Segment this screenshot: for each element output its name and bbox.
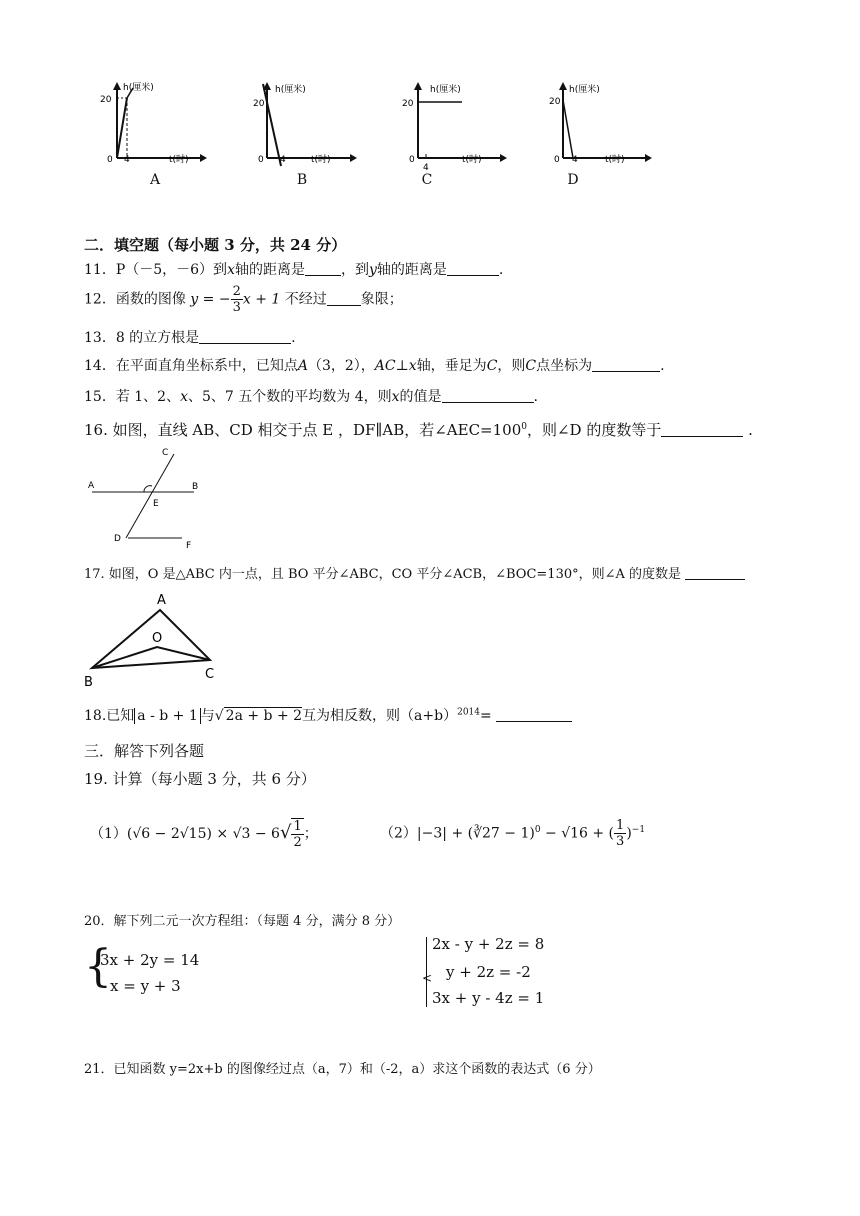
caption-a: A <box>149 172 161 188</box>
answer-blank-12[interactable] <box>327 291 361 306</box>
question-17: 17. 如图，O 是△ABC 内一点，且 BO 平分∠ABC，CO 平分∠ACB，∠BOC=130°，则∠A 的度数是 <box>84 563 745 582</box>
graph-c <box>390 78 520 170</box>
caption-b: B <box>296 172 308 188</box>
svg-text:h(厘米): h(厘米) <box>430 85 461 95</box>
svg-text:4: 4 <box>572 155 578 165</box>
svg-text:A: A <box>157 593 166 608</box>
graph-a-ylabel: h(厘米) <box>123 83 154 93</box>
svg-text:20: 20 <box>253 99 265 109</box>
answer-blank-18[interactable] <box>496 707 572 722</box>
svg-text:D: D <box>114 534 121 544</box>
svg-text:20: 20 <box>100 95 112 105</box>
section2-title: 二．填空题（每小题 3 分，共 24 分） <box>84 236 347 254</box>
answer-blank-17[interactable] <box>685 565 745 580</box>
question-21: 21．已知函数 y=2x+b 的图像经过点（a，7）和（-2，a）求这个函数的表达式（6 分） <box>84 1062 601 1077</box>
svg-text:4: 4 <box>124 155 130 165</box>
svg-text:4: 4 <box>280 155 286 165</box>
svg-text:t(时): t(时) <box>605 155 625 165</box>
question-16: 16. 如图，直线 AB、CD 相交于点 E ，DF∥AB，若$\angle AEC=100^0$，则∠D 的度数等于 . <box>84 421 753 439</box>
svg-text:t(时): t(时) <box>462 155 482 165</box>
question-13: 13．8 的立方根是 . <box>84 330 296 346</box>
answer-blank-13[interactable] <box>199 329 291 344</box>
question-20-title: 20．解下列二元一次方程组：（每题 4 分，满分 8 分） <box>84 914 401 929</box>
question-19-title: 19. 计算（每小题 3 分，共 6 分） <box>84 770 316 788</box>
section3-title: 三．解答下列各题 <box>84 742 205 760</box>
svg-text:A: A <box>88 481 95 491</box>
figure-16 <box>84 446 214 550</box>
svg-text:0: 0 <box>554 155 560 165</box>
svg-text:h(厘米): h(厘米) <box>569 85 600 95</box>
svg-text:20: 20 <box>549 97 561 107</box>
svg-text:t(时): t(时) <box>311 155 331 165</box>
question-18: 18.已知 a - b + 1 与√ 2a + b + 2互为相反数，则$(a+b)^{2014}=$ <box>84 705 572 725</box>
question-15: 15．若 1、2、x、5、7 五个数的平均数为 4，则x的值是 . <box>84 389 538 405</box>
svg-text:20: 20 <box>402 99 414 109</box>
svg-text:0: 0 <box>409 155 415 165</box>
caption-c: C <box>421 172 433 188</box>
svg-text:0: 0 <box>107 155 113 165</box>
svg-text:B: B <box>84 675 93 690</box>
question-11: 11．P（－5，－6）到x轴的距离是 ，到y轴的距离是 . <box>84 262 504 278</box>
question-19-part1: （1）(√6 − 2√15) × √3 − 6√ $\frac{1}{2}$ ； <box>90 819 318 850</box>
equation-system-2: < 2x - y + 2z = 8 y + 2z = -2 3x + y - 4z = 1 <box>422 935 545 1007</box>
answer-blank-15[interactable] <box>442 388 534 403</box>
svg-text:h(厘米): h(厘米) <box>275 85 306 95</box>
question-19-part2: （2）|−3| + (∛27 − 1)$^0$ − √16 + ( $\frac{1}{3}$ )$^{-1}$ <box>380 818 646 849</box>
graph-a <box>95 78 225 170</box>
graph-b <box>245 78 375 170</box>
question-12: 12．函数的图像 y = − $\frac{2}{3}$ x + 1 不经过 象限； <box>84 284 403 315</box>
answer-blank-11a[interactable] <box>305 261 341 276</box>
svg-text:F: F <box>186 541 192 550</box>
answer-blank-16[interactable] <box>661 422 743 437</box>
svg-text:B: B <box>192 482 199 492</box>
svg-text:C: C <box>162 448 169 458</box>
caption-d: D <box>567 172 579 188</box>
svg-text:E: E <box>153 499 159 509</box>
svg-text:C: C <box>205 667 215 682</box>
svg-text:4: 4 <box>423 163 429 170</box>
graph-d <box>535 78 665 170</box>
answer-blank-14[interactable] <box>592 357 660 372</box>
figure-17 <box>80 590 230 690</box>
question-14: 14．在平面直角坐标系中，已知点A（3，2），AC⊥x轴，垂足为C，则C点坐标为 . <box>84 358 665 374</box>
svg-text:0: 0 <box>258 155 264 165</box>
svg-text:O: O <box>152 631 163 646</box>
answer-blank-11b[interactable] <box>447 261 499 276</box>
svg-text:t(时): t(时) <box>169 155 189 165</box>
